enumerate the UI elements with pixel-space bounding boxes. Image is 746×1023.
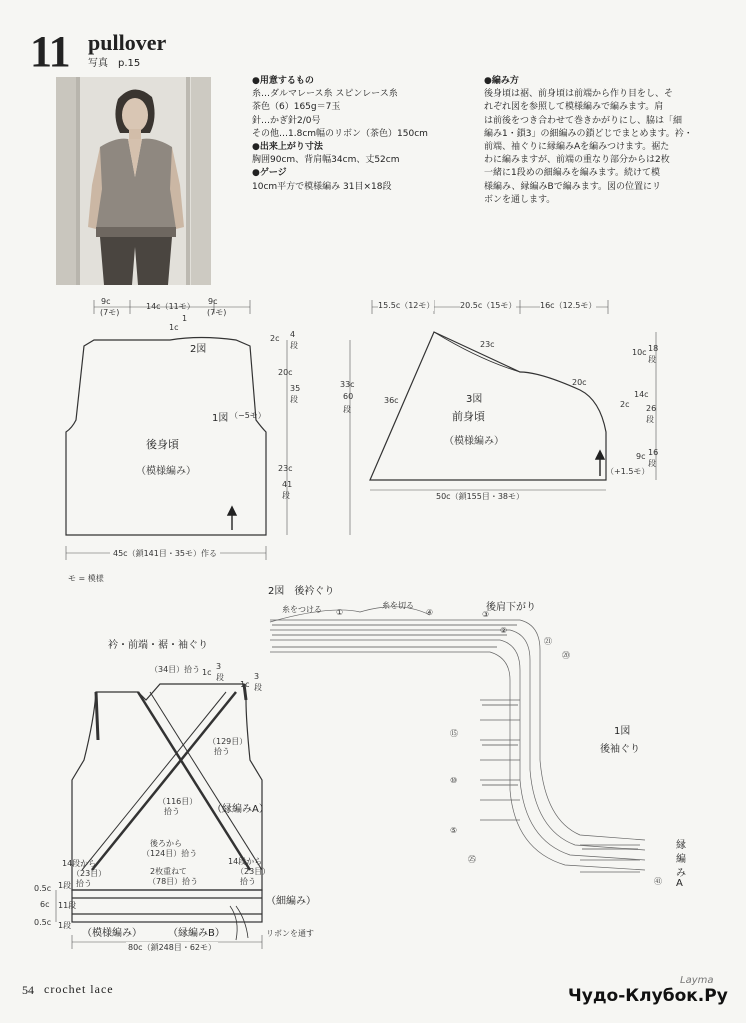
assembly-fuchiA: （縁編みA） [212, 804, 269, 815]
back-20c: 20c [278, 368, 293, 377]
assembly-05b: 0.5c [34, 918, 52, 927]
assembly-11: 11段 [58, 901, 77, 910]
back-dim-right: 9c [208, 297, 218, 306]
assembly-sai: （細編み） [266, 896, 316, 907]
back-1: 1 [182, 314, 188, 323]
chart-row-marker: ② [500, 626, 508, 635]
front-10c: 10c [632, 348, 647, 357]
assembly-05a: 0.5c [34, 884, 52, 893]
back-dim-left-m: (7モ) [100, 308, 120, 317]
assembly-ribbon: リボンを通す [266, 929, 314, 938]
front-14c: 14c [634, 390, 649, 399]
materials-line: その他…1.8cm幅のリボン（茶色）150cm [252, 128, 428, 139]
assembly-hirou2: 拾う [164, 807, 180, 816]
assembly-title: 衿・前端・裾・袖ぐり [108, 640, 208, 651]
assembly-1a: 1段 [58, 881, 72, 890]
assembly-3: 3 [216, 662, 222, 671]
back-4: 4 [290, 330, 296, 339]
back-1c: 1c [169, 323, 179, 332]
assembly-pick116: （116目） [158, 797, 198, 806]
back-bottom-dim: 45c（鎖141目・35モ）作る [110, 548, 220, 559]
assembly-right-hirou: 拾う [240, 877, 256, 886]
back-23c: 23c [278, 464, 293, 473]
back-41: 41 [282, 480, 293, 489]
chart-fig1: 1図 [614, 726, 631, 737]
chart-fuchi-2: 編 [676, 854, 686, 865]
chart-thread-cut: 糸を切る [382, 601, 414, 610]
front-2c: 2c [620, 400, 630, 409]
method-line: ボンを通します。 [484, 194, 556, 205]
method-line: れぞれ図を参照して模様編みで編みます。肩 [484, 102, 664, 113]
method-line: 一緒に1段めの細編みを編みます。続けて模 [484, 168, 661, 179]
book-title: crochet lace [44, 982, 114, 996]
assembly-moyo: （模様編み） [82, 928, 142, 939]
fig1-label: 1図 [212, 413, 229, 424]
front-16: 16 [648, 448, 659, 457]
gauge-heading: ●ゲージ [252, 168, 287, 179]
front-23c: 23c [480, 340, 495, 349]
gauge-line: 10cm平方で模様編み 31目×18段 [252, 181, 392, 192]
assembly-pick124: （124目）拾う [142, 849, 198, 858]
chart-row-marker: ⑤ [450, 826, 458, 835]
assembly-left-hirou: 拾う [76, 879, 92, 888]
watermark-site: Чудо-Клубок.Ру [568, 986, 728, 1006]
chart-row-marker: ㊶ [654, 877, 662, 886]
method-line: 後身頃は裾、前身頃は前端から作り目をし、そ [484, 89, 674, 100]
back-60: 60 [343, 392, 354, 401]
back-dan3: 段 [282, 491, 290, 500]
method-line: は前後をつき合わせて巻きかがりにし、脇は「細 [484, 115, 683, 126]
chart-row-marker: ㉑ [544, 637, 552, 646]
front-9c: 9c [636, 452, 646, 461]
front-bodice-name: 前身頃 [452, 410, 485, 423]
pattern-number: 11 [30, 27, 70, 76]
size-heading: ●出来上がり寸法 [252, 142, 323, 153]
watermark-layma: Layma [680, 975, 714, 986]
method-line: 様編み、縁編みBで編みます。図の位置にリ [484, 181, 661, 192]
chart-shoulder: 後肩下がり [486, 602, 536, 613]
assembly-back-from: 後ろから [150, 839, 182, 848]
chart-row-marker: ④ [426, 608, 434, 617]
chart-row-marker: ㉕ [468, 855, 476, 864]
front-26: 26 [646, 404, 657, 413]
back-dan2: 段 [290, 395, 298, 404]
back-bodice-name: 後身頃 [146, 438, 179, 451]
assembly-pick129: （129目） [208, 737, 248, 746]
chart-title: 2図 後衿ぐり [268, 586, 335, 597]
assembly-dan: 段 [216, 673, 224, 682]
front-20c: 20c [572, 378, 587, 387]
assembly-two-layer: 2枚重ねて [150, 867, 187, 876]
back-35: 35 [290, 384, 301, 393]
assembly-hirou: 拾う [214, 747, 230, 756]
front-dim-center: 20.5c（15モ） [460, 301, 517, 310]
assembly-3b: 3 [254, 672, 260, 681]
materials-line: 針…かぎ針2/0号 [252, 115, 321, 126]
back-2c: 2c [270, 334, 280, 343]
assembly-6c: 6c [40, 900, 50, 909]
pattern-title: pullover [88, 30, 167, 55]
chart-row-marker: ⑳ [562, 651, 570, 660]
chart-row-marker: ⑩ [450, 776, 458, 785]
back-dim-left: 9c [101, 297, 111, 306]
front-dim-right: 16c（12.5モ） [540, 301, 597, 310]
assembly-right14: 14段から [228, 857, 263, 866]
materials-line: 茶色（6）165g＝7玉 [252, 102, 341, 113]
assembly-dan2: 段 [254, 683, 262, 692]
method-line: 前端、袖ぐりに縁編みAを編みつけます。裾た [484, 142, 670, 153]
assembly-1c-b: 1c [240, 680, 250, 689]
chart-row-marker: ① [336, 608, 344, 617]
assembly-left14: 14段から [62, 859, 97, 868]
assembly-1b: 1段 [58, 921, 72, 930]
chart-fuchi-1: 縁 [676, 840, 686, 851]
chart-fuchi-3: み [676, 868, 686, 879]
back-dim-right-m: (7モ) [207, 308, 227, 317]
chart-row-marker: ⑮ [450, 729, 458, 738]
assembly-fuchiB: （縁編みB） [168, 928, 225, 939]
front-dan3: 段 [648, 459, 656, 468]
fig3-label: 3図 [466, 394, 483, 405]
page-number: 54 [22, 983, 34, 997]
assembly-pick34: （34目）拾う [150, 665, 201, 674]
assembly-right23: （23目） [236, 867, 271, 876]
front-bodice-pattern: （模様編み） [444, 436, 504, 447]
method-heading: ●編み方 [484, 76, 519, 86]
back-bodice-pattern: （模様編み） [136, 466, 196, 477]
front-dan: 段 [648, 355, 656, 364]
back-minus5: （−5モ） [230, 411, 266, 420]
fig2-label: 2図 [190, 344, 207, 355]
back-33c: 33c [340, 380, 355, 389]
front-36c: 36c [384, 396, 399, 405]
front-18: 18 [648, 344, 659, 353]
assembly-1c: 1c [202, 668, 212, 677]
legend-mo: モ = 模様 [68, 574, 104, 583]
chart-row-marker: ③ [482, 610, 490, 619]
front-bodice-outline [370, 332, 606, 480]
chart-fuchi-4: A [676, 878, 683, 889]
chart-armhole: 後袖ぐり [600, 744, 640, 755]
method-line: 編み1・鎖3」の細編みの鎖どじでまとめます。衿・ [484, 128, 693, 139]
photo-reference: 写真 p.15 [88, 58, 141, 69]
front-dan2: 段 [646, 415, 654, 424]
assembly-left23: （23目） [72, 869, 107, 878]
front-bottom-dim: 50c（鎖155目・38モ） [436, 492, 525, 501]
assembly-bottom-dim: 80c（鎖248目・62モ） [128, 943, 217, 952]
assembly-pick78: （78目）拾う [148, 877, 199, 886]
back-dan: 段 [290, 341, 298, 350]
method-line: わに編みますが、前端の重なり部分からは2枚 [484, 155, 670, 166]
front-plus15: （+1.5モ） [606, 467, 650, 476]
front-dim-left: 15.5c（12モ） [378, 301, 435, 310]
size-line: 胸囲90cm、背肩幅34cm、丈52cm [252, 155, 400, 166]
back-dan-total: 段 [343, 405, 351, 414]
materials-heading: ●用意するもの [252, 76, 314, 86]
chart-thread-on: 糸をつける [282, 605, 322, 614]
materials-line: 糸…ダルマレース糸 スピンレース糸 [252, 89, 398, 100]
back-dim-center: 14c（11モ） [146, 302, 195, 311]
